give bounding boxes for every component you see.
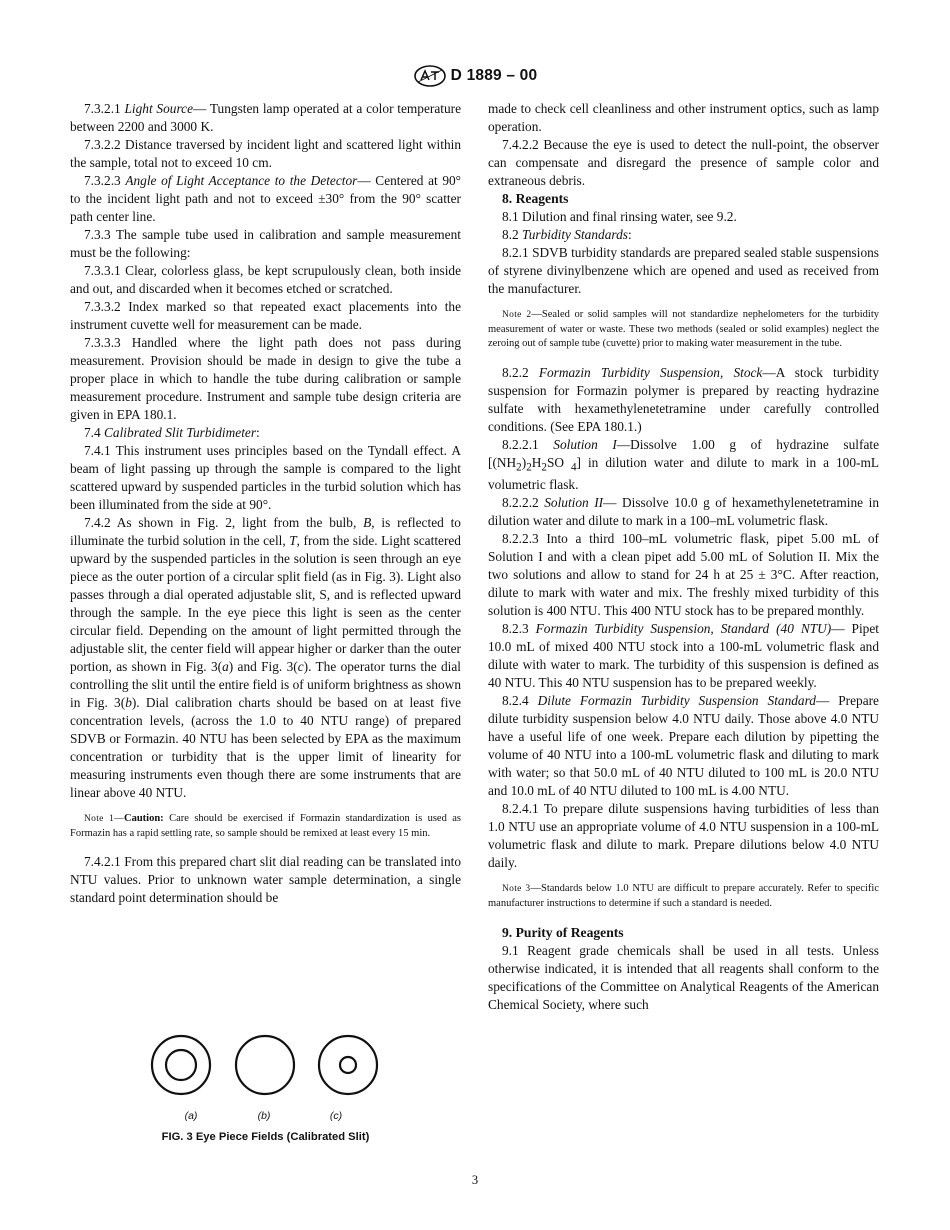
figure-label-a: (a) bbox=[184, 1110, 198, 1122]
paragraph: 7.3.3 The sample tube used in calibration and sample measurement must be the following: bbox=[70, 227, 461, 260]
note-2: Note 2—Sealed or solid samples will not standardize nephelometers for the turbidity measurement of water or waste. These two methods (sealed or solid examples) neglect the zeroing out of sample tube (cuvette) prior to making water measurement in the tube. bbox=[488, 309, 879, 350]
standard-id: D 1889 – 00 bbox=[450, 67, 538, 84]
eye-piece-field-c-outer bbox=[319, 1036, 377, 1094]
astm-logo bbox=[413, 65, 447, 87]
paragraph: 8.2.2.1 Solution I—Dissolve 1.00 g of hydrazine sulfate [$(NH_2)_2H_2SO$ $_4$] in dilution water and dilute to mark in a 100-mL volumetric flask. bbox=[488, 436, 879, 493]
paragraph: 7.4 Calibrated Slit Turbidimeter: bbox=[84, 425, 260, 440]
eye-piece-field-a-inner bbox=[166, 1050, 196, 1080]
note-1: Note 1—Caution: Care should be exercised if Formazin standardization is used as Formazin has a rapid settling rate, so sample should be remixed at least every 15 min. bbox=[70, 813, 461, 839]
eye-piece-field-b bbox=[236, 1036, 294, 1094]
eye-piece-field-c-inner bbox=[340, 1057, 356, 1073]
paragraph: 7.3.3.2 Index marked so that repeated exact placements into the instrument cuvette well for measurement can be made. bbox=[70, 299, 461, 332]
paragraph: 7.4.2.2 Because the eye is used to detect the null-point, the observer can compensate and disregard the presence of sample color and extraneous debris. bbox=[488, 137, 879, 188]
section-heading: 9. Purity of Reagents bbox=[502, 924, 624, 940]
paragraph: 7.4.1 This instrument uses principles based on the Tyndall effect. A beam of light passing up through the sample is compared to the light scattered upward by suspended particles in the turbid solution which has been illuminated from the side at 90°. bbox=[70, 443, 461, 512]
paragraph: 7.3.3.1 Clear, colorless glass, be kept scrupulously clean, both inside and out, and discarded when it becomes etched or scratched. bbox=[70, 263, 461, 296]
paragraph: 8.2.4.1 To prepare dilute suspensions having turbidities of less than 1.0 NTU use an appropriate volume of 4.0 NTU suspension in a 100-mL volumetric flask and dilute to mark. Prepare dilutions below 4.0 NTU daily. bbox=[488, 801, 879, 871]
paragraph: made to check cell cleanliness and other instrument optics, such as lamp operation. bbox=[488, 101, 879, 134]
section-heading: 8. Reagents bbox=[502, 191, 569, 206]
page-header bbox=[0, 64, 950, 88]
paragraph: 8.1 Dilution and final rinsing water, see 9.2. bbox=[502, 209, 737, 224]
figure-caption: FIG. 3 Eye Piece Fields (Calibrated Slit) bbox=[161, 1131, 370, 1143]
note-3: Note 3—Standards below 1.0 NTU are difficult to prepare accurately. Refer to specific manufacturer instructions to determine if such a standard is needed. bbox=[488, 883, 879, 910]
paragraph: 9.1 Reagent grade chemicals shall be used in all tests. Unless otherwise indicated, it is intended that all reagents shall conform to the specifications of the Committee on Analytical Reagents of the American Chemical Society, where such bbox=[488, 942, 879, 1012]
page-number: 3 bbox=[471, 1173, 479, 1187]
paragraph: 7.4.2.1 From this prepared chart slit dial reading can be translated into NTU values. Prior to unknown water sample determination, a single standard point determination should be bbox=[70, 854, 461, 906]
paragraph: 8.2.4 Dilute Formazin Turbidity Suspension Standard— Prepare dilute turbidity suspension below 4.0 NTU daily. Those above 4.0 NTU have a useful life of one week. Prepare each dilution by pipetting the volume of 40 NTU into a 100-mL volumetric flask and diluting to mark with water; so that 50.0 mL of 40 NTU diluted to 100 mL is 20.0 NTU and 10.0 mL of 40 NTU diluted to 100 mL is 4.00 NTU. bbox=[488, 693, 879, 799]
paragraph: 7.3.2.2 Distance traversed by incident light and scattered light within the sample, total not to exceed 10 cm. bbox=[70, 137, 461, 170]
paragraph: 7.3.3.3 Handled where the light path does not pass during measurement. Provision should be made in design to give the tube a proper place in which to handle the tube during calibration or sample measurement procedure. Instrument and sample tube design criteria are given in EPA 180.1. bbox=[70, 335, 461, 422]
right-column bbox=[488, 100, 879, 1014]
eye-piece-fields bbox=[130, 1030, 400, 1110]
paragraph: 8.2.2.2 Solution II— Dissolve 10.0 g of hexamethylenetetramine in dilution water and dilute to mark in a 100–mL volumetric flask. bbox=[488, 495, 879, 529]
paragraph: 8.2 Turbidity Standards: bbox=[502, 227, 632, 242]
paragraph: 8.2.3 Formazin Turbidity Suspension, Standard (40 NTU)— Pipet 10.0 mL of mixed 400 NTU stock into a 100-mL volumetric flask and dilute with water to mark. The turbidity of this suspension is defined as 40 NTU. This 40 NTU suspension has to be prepared weekly. bbox=[488, 621, 879, 691]
figure-label-b: (b) bbox=[257, 1110, 271, 1122]
paragraph: 8.2.1 SDVB turbidity standards are prepared sealed stable suspensions of styrene divinylbenzene which are opened and used as received from the manufacturer. bbox=[488, 245, 879, 296]
paragraph: 7.4.2 As shown in Fig. 2, light from the bulb, B, is reflected to illuminate the turbid solution in the cell, T, from the side. Light scattered upward by the suspended particles in the solution is seen through an eye piece as the outer portion of a circular split field (as in Fig. 3). Light also passes through a dial operated adjustable slit, S, and is reflected upward through the sample. In the eye piece this light is seen as the center circular field. Depending on the amount of light permitted through the adjustable slit, the center field will appear higher or darker than the outer portion, as shown in Fig. 3(a) and Fig. 3(c). The operator turns the dial controlling the slit until the entire field is of uniform brightness as shown in Fig. 3(b). Dial calibration charts should be based on at least five concentration levels, (across the 1.0 to 40 NTU range) of prepared SDVB or Formazin. 40 NTU has been selected by EPA as the maximum concentration or turbidity that is the upper limit of linearity for measuring instruments even though there are some instruments that are linear above 40 NTU. bbox=[70, 515, 461, 800]
eye-piece-field-a-outer bbox=[152, 1036, 210, 1094]
paragraph: 7.3.2.1 Light Source— Tungsten lamp operated at a color temperature between 2200 and 3000 K. bbox=[70, 101, 461, 134]
paragraph: 8.2.2 Formazin Turbidity Suspension, Stock—A stock turbidity suspension for Formazin polymer is prepared by reacting hydrazine sulfate with hexamethylenetetramine under carefully controlled conditions. (See EPA 180.1.) bbox=[488, 364, 880, 434]
paragraph: 7.3.2.3 Angle of Light Acceptance to the Detector— Centered at 90° to the incident light path and not to exceed ±30° from the 90° scatter path center line. bbox=[70, 173, 461, 224]
figure-label-c: (c) bbox=[329, 1110, 343, 1122]
left-column bbox=[70, 100, 461, 907]
paragraph: 8.2.2.3 Into a third 100–mL volumetric flask, pipet 5.00 mL of Solution I and with a clean pipet add 5.00 mL of Solution II. Mix the two solutions and allow to stand for 24 h at 25 ± 3°C. After reaction, dilute to mark with water and mix. The freshly mixed turbidity of this solution is 400 NTU. This 400 NTU stock has to be prepared monthly. bbox=[488, 531, 879, 619]
